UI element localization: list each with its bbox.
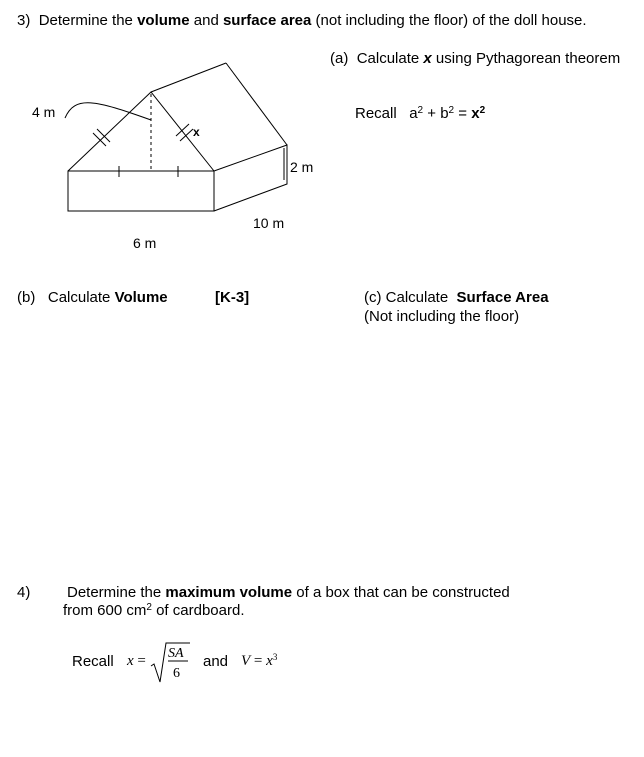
dim-height: 4 m [32, 104, 56, 120]
pythagorean-formula: $a^2 + b^2 = x^2$ [409, 105, 486, 122]
q4-recall-label: Recall [72, 653, 114, 670]
dim-width: 6 m [133, 235, 157, 251]
part-b-label: (b) [17, 289, 36, 306]
side-wall [214, 145, 287, 211]
question-4-number: 4) [17, 584, 31, 601]
q3-text-end: (not including the floor) of the doll house. [315, 12, 587, 29]
part-c-bold-surface-area: Surface Area [456, 289, 549, 306]
q3-text: Determine the [38, 12, 133, 29]
question-4-text [67, 584, 510, 601]
pythagorean-recall [355, 105, 485, 122]
slant-variable: x [193, 125, 200, 139]
dim-length: 10 m [253, 215, 285, 231]
part-b-text: Calculate [47, 289, 111, 306]
part-c-prompt [364, 289, 549, 306]
slope-tick-left-2 [97, 129, 110, 142]
question-3-heading [17, 12, 587, 29]
q4-bold-maximum-volume: maximum volume [165, 584, 293, 601]
part-c-text: (c) Calculate [364, 289, 449, 306]
part-a-label: (a) [330, 50, 349, 67]
q3-text-and: and [193, 12, 219, 29]
part-a-text-end: using Pythagorean theorem [435, 50, 621, 67]
roof-back-edge [226, 63, 287, 145]
q3-bold-surface-area: surface area [222, 12, 312, 29]
knowledge-level-badge: [K-3] [215, 289, 250, 306]
q4-text-end: of a box that can be constructed [296, 584, 510, 601]
question-number: 3) [17, 12, 31, 29]
part-b-bold-volume: Volume [114, 289, 168, 306]
formula-x-equals: x = [127, 653, 150, 669]
q3-bold-volume: volume [137, 12, 190, 29]
slope-tick-left-1 [93, 133, 106, 146]
fraction-numerator: SA [168, 646, 184, 661]
part-c-note: (Not including the floor) [364, 308, 520, 325]
q4-formula-and: and [203, 653, 229, 670]
question-4-text-line2: from 600 $cm^2$ of cardboard. [63, 602, 245, 619]
front-wall [68, 171, 214, 211]
recall-label: Recall [355, 105, 397, 122]
part-a-prompt [330, 50, 620, 67]
height-leader-curve [65, 103, 151, 120]
part-b-prompt [17, 289, 168, 306]
doll-house-diagram [0, 60, 330, 260]
dim-side: 2 m [290, 159, 314, 175]
square-root-fraction [150, 640, 192, 684]
formula-volume: $V = x^3$ [241, 652, 278, 669]
roof-ridge [151, 63, 226, 92]
part-a-variable: x [423, 50, 432, 67]
q4-text: Determine the [67, 584, 162, 601]
part-a-text: Calculate [356, 50, 420, 67]
fraction-denominator: 6 [173, 666, 180, 681]
